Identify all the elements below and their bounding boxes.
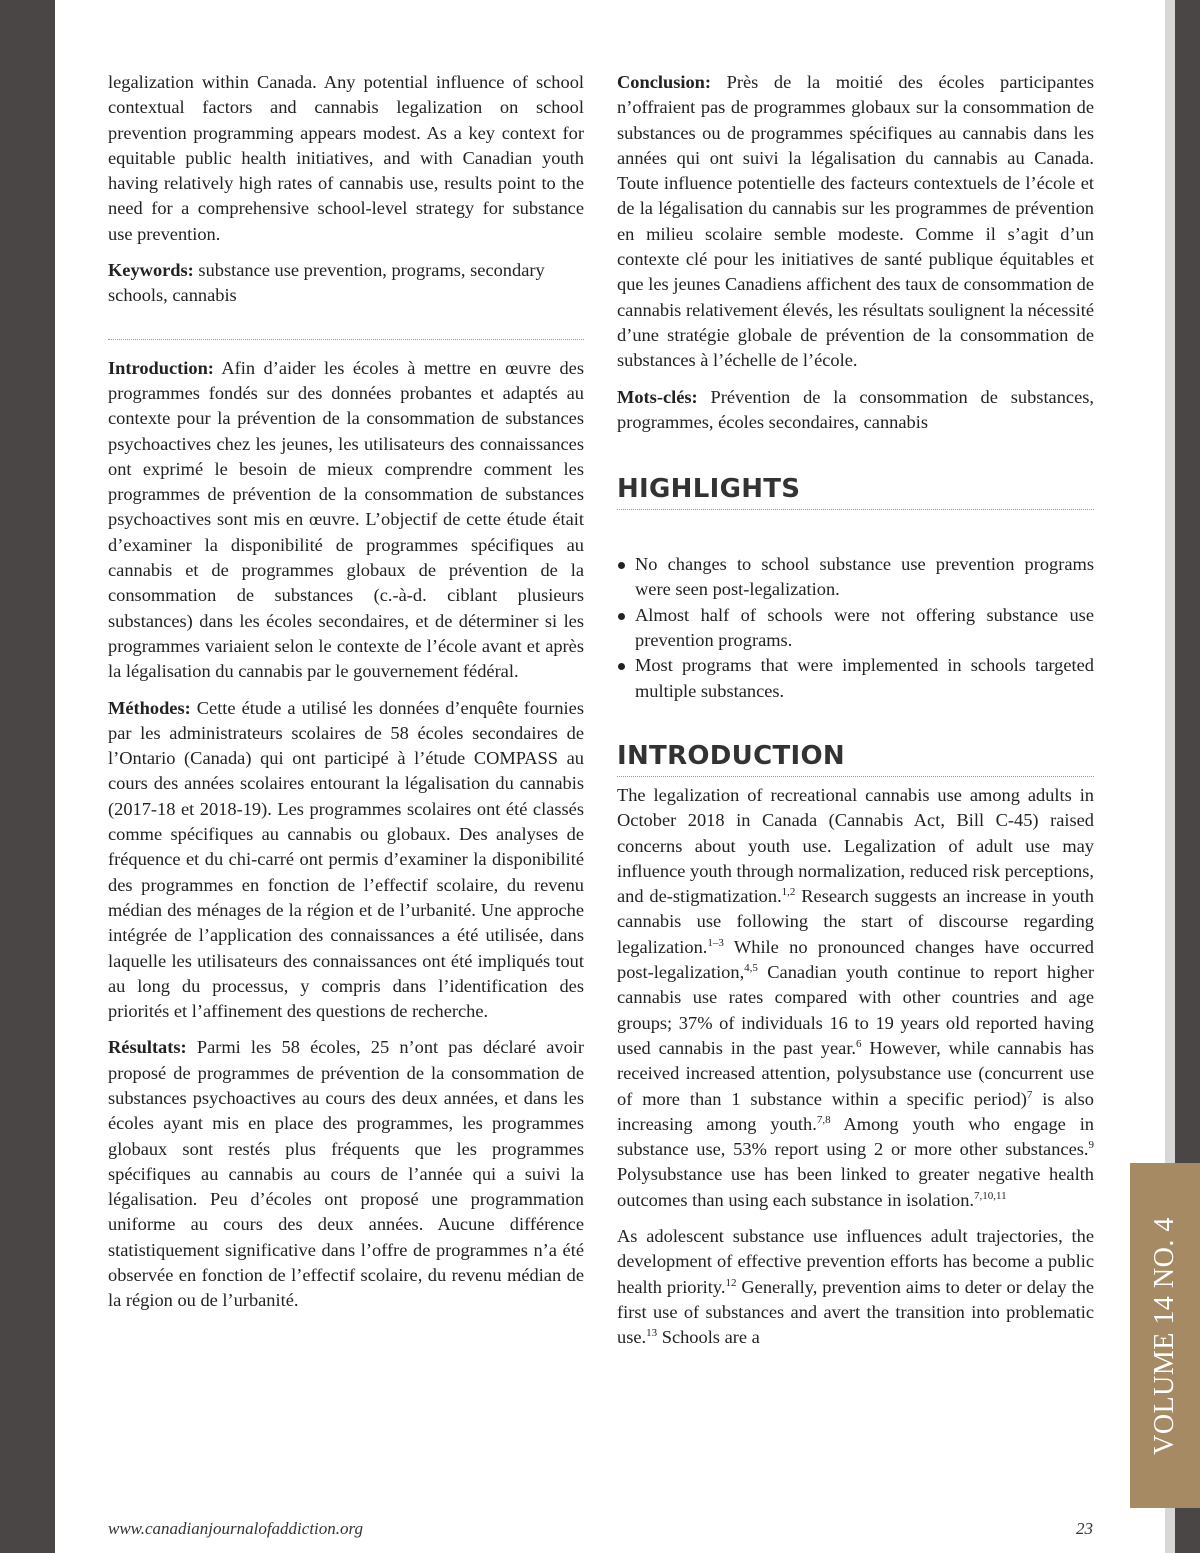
intro-text: As adolescent substance use influences adult trajectories, the development of effective prevention efforts has become a public health priority. (617, 1225, 1094, 1297)
intro-text: Research suggests an increase in youth cannabis use following the start of discourse regarding legalization. (617, 886, 1094, 957)
highlight-text: No changes to school substance use prevention programs were seen post-legalization. (635, 554, 1094, 600)
abstract-separator (108, 339, 584, 340)
intro-text: Generally, prevention aims to deter or delay the first use of substances and avert the transition into problematic use. (617, 1276, 1094, 1348)
highlights-separator (617, 509, 1094, 510)
methodes-text: Cette étude a utilisé les données d’enquête fournies par les administrateurs scolaires de 58 écoles secondaires de l’Ontario (Canada) qui ont participé à l’étude COMPASS au cours des années scolaires entourant la légalisation du cannabis (2017-18 et 2018-19). Les programmes scolaires ont été classés comme spécifiques au cannabis ou globaux. Des analyses de fréquence et du chi-carré ont permis d’examiner la disponibilité des programmes en fonction de l’effectif scolaire, du revenu médian des ménages de la région et de l’urbanité. Une approche intégrée de l’application des connaissances a été utilisée, dans laquelle les utilisateurs des connaissances ont été impliqués tout au long du processus, y compris dans l’identification des priorités et l’affinement des questions de recherche. (108, 697, 584, 1022)
introduction-separator (617, 776, 1094, 777)
motscles-label: Mots-clés: (617, 386, 698, 407)
intro-text: Polysubstance use has been linked to greater negative health outcomes than using each substance in isolation. (617, 1164, 1094, 1210)
conclusion-paragraph (617, 70, 1094, 374)
citation: 7,8 (816, 1113, 831, 1126)
motscles-text: Prévention de la consommation de substances, programmes, écoles secondaires, cannabis (617, 386, 1094, 432)
intro-text: Schools are a (657, 1327, 760, 1348)
citation: 7 (1026, 1088, 1033, 1101)
keywords-label: Keywords: (108, 260, 194, 281)
intro-text: However, while cannabis has received increased attention, polysubstance use (concurrent use of more than 1 substance within a specific period) (617, 1037, 1094, 1109)
page-number: 23 (1076, 1519, 1093, 1538)
resultats-text: Parmi les 58 écoles, 25 n’ont pas déclaré avoir proposé de programmes de prévention de la consommation de substances psychoactives au cours des deux années, et dans les écoles ayant mis en place des programmes, les programmes globaux sont restés plus fréquents que les programmes spécifiques au cannabis au cours de l’année qui a suivi la légalisation. Peu d’écoles ont proposé une programmation uniforme au cours des deux années. Aucune différence statistiquement significative dans l’offre de programmes n’a été observée en fonction de l’effectif scolaire, du revenu médian de la région ou de l’urbanité. (108, 1037, 584, 1311)
left-column (108, 70, 584, 1325)
introduction-heading: INTRODUCTION (617, 740, 845, 771)
keywords-text: substance use prevention, programs, secondary schools, cannabis (108, 260, 545, 306)
highlight-item (617, 653, 1094, 704)
intro-paragraph-2 (617, 1224, 1094, 1350)
journal-url-link[interactable]: www.canadianjournalofaddiction.org (108, 1519, 364, 1538)
resultats-label: Résultats: (108, 1037, 187, 1058)
intro-text: is also increasing among youth. (617, 1088, 1094, 1134)
intro-paragraph-1 (617, 783, 1094, 1213)
citation: 7,10,11 (974, 1189, 1007, 1202)
bullet-icon (618, 613, 625, 620)
citation: 12 (725, 1276, 737, 1289)
introduction-text: Afin d’aider les écoles à mettre en œuvre des programmes fondés sur des données probantes et adaptés au contexte pour la prévention de la consommation de substances psychoactives chez les jeunes, les utilisateurs des connaissances ont exprimé le besoin de mieux comprendre comment les programmes de prévention de la consommation de substances psychoactives sont mis en œuvre. L’objectif de cette étude était d’examiner la disponibilité de programmes spécifiques au cannabis et de programmes globaux de prévention de la consommation de substances (c.-à-d. ciblant plusieurs substances) dans les écoles secondaires, et de déterminer si les programmes variaient selon le contexte de l’école avant et après la légalisation du cannabis par le gouvernement fédéral. (108, 357, 584, 682)
intro-text: Canadian youth continue to report higher cannabis use rates compared with other countries and age groups; 37% of individuals 16 to 19 years old reported having used cannabis in the past year. (617, 962, 1094, 1058)
methodes-paragraph (108, 696, 584, 1025)
introduction-label: Introduction: (108, 357, 214, 378)
highlight-item (617, 603, 1094, 654)
right-column (617, 70, 1094, 1361)
intro-text: The legalization of recreational cannabis use among adults in October 2018 in Canada (Cannabis Act, Bill C-45) raised concerns about youth use. Legalization of adult use may influence youth through normalization, reduced risk perceptions, and de-stigmatization. (617, 784, 1094, 907)
keywords-paragraph (108, 258, 584, 309)
citation: 9 (1088, 1138, 1094, 1151)
citation: 4,5 (744, 961, 758, 974)
citation: 13 (646, 1327, 658, 1340)
citation: 1–3 (707, 936, 724, 949)
conclusion-text: Près de la moitié des écoles participantes n’offraient pas de programmes globaux sur la consommation de substances ou de programmes spécifiques au cannabis dans les années qui ont suivi la légalisation du cannabis au Canada. Toute influence potentielle des facteurs contextuels de l’école et de la légalisation du cannabis sur les programmes de prévention en milieu scolaire semble modeste. Comme il s’agit d’un contexte clé pour les initiatives de santé publique équitables et que les jeunes Canadiens affichent des taux de consommation de cannabis relativement élevés, les résultats soulignent la nécessité d’une stratégie globale de prévention de la consommation de substances à l’échelle de l’école. (617, 72, 1094, 371)
intro-text: While no pronounced changes have occurred post-legalization, (617, 936, 1094, 983)
highlights-list (617, 552, 1094, 704)
bullet-icon (618, 663, 625, 670)
conclusion-label: Conclusion: (617, 72, 712, 92)
abstract-continuation: legalization within Canada. Any potential influence of school contextual factors and cannabis legalization on school prevention programming appears modest. As a key context for equitable public health initiatives, and with Canadian youth having relatively high rates of cannabis use, results point to the need for a comprehensive school-level strategy for substance use prevention. (108, 72, 584, 244)
highlight-text: Most programs that were implemented in schools targeted multiple substances. (635, 655, 1094, 701)
highlights-heading: HIGHLIGHTS (617, 474, 801, 505)
citation: 1,2 (781, 886, 796, 898)
resultats-paragraph (108, 1035, 584, 1313)
bullet-icon (618, 562, 625, 569)
intro-text: Among youth who engage in substance use, 53% report using 2 or more other substances. (617, 1113, 1094, 1160)
introduction-paragraph (108, 356, 584, 685)
motscles-paragraph (617, 385, 1094, 436)
citation: 6 (856, 1037, 862, 1050)
highlight-text: Almost half of schools were not offering substance use prevention programs. (635, 604, 1094, 651)
volume-label: VOLUME 14 NO. 4 (1149, 1217, 1180, 1455)
methodes-label: Méthodes: (108, 697, 191, 718)
highlight-item (617, 552, 1094, 603)
